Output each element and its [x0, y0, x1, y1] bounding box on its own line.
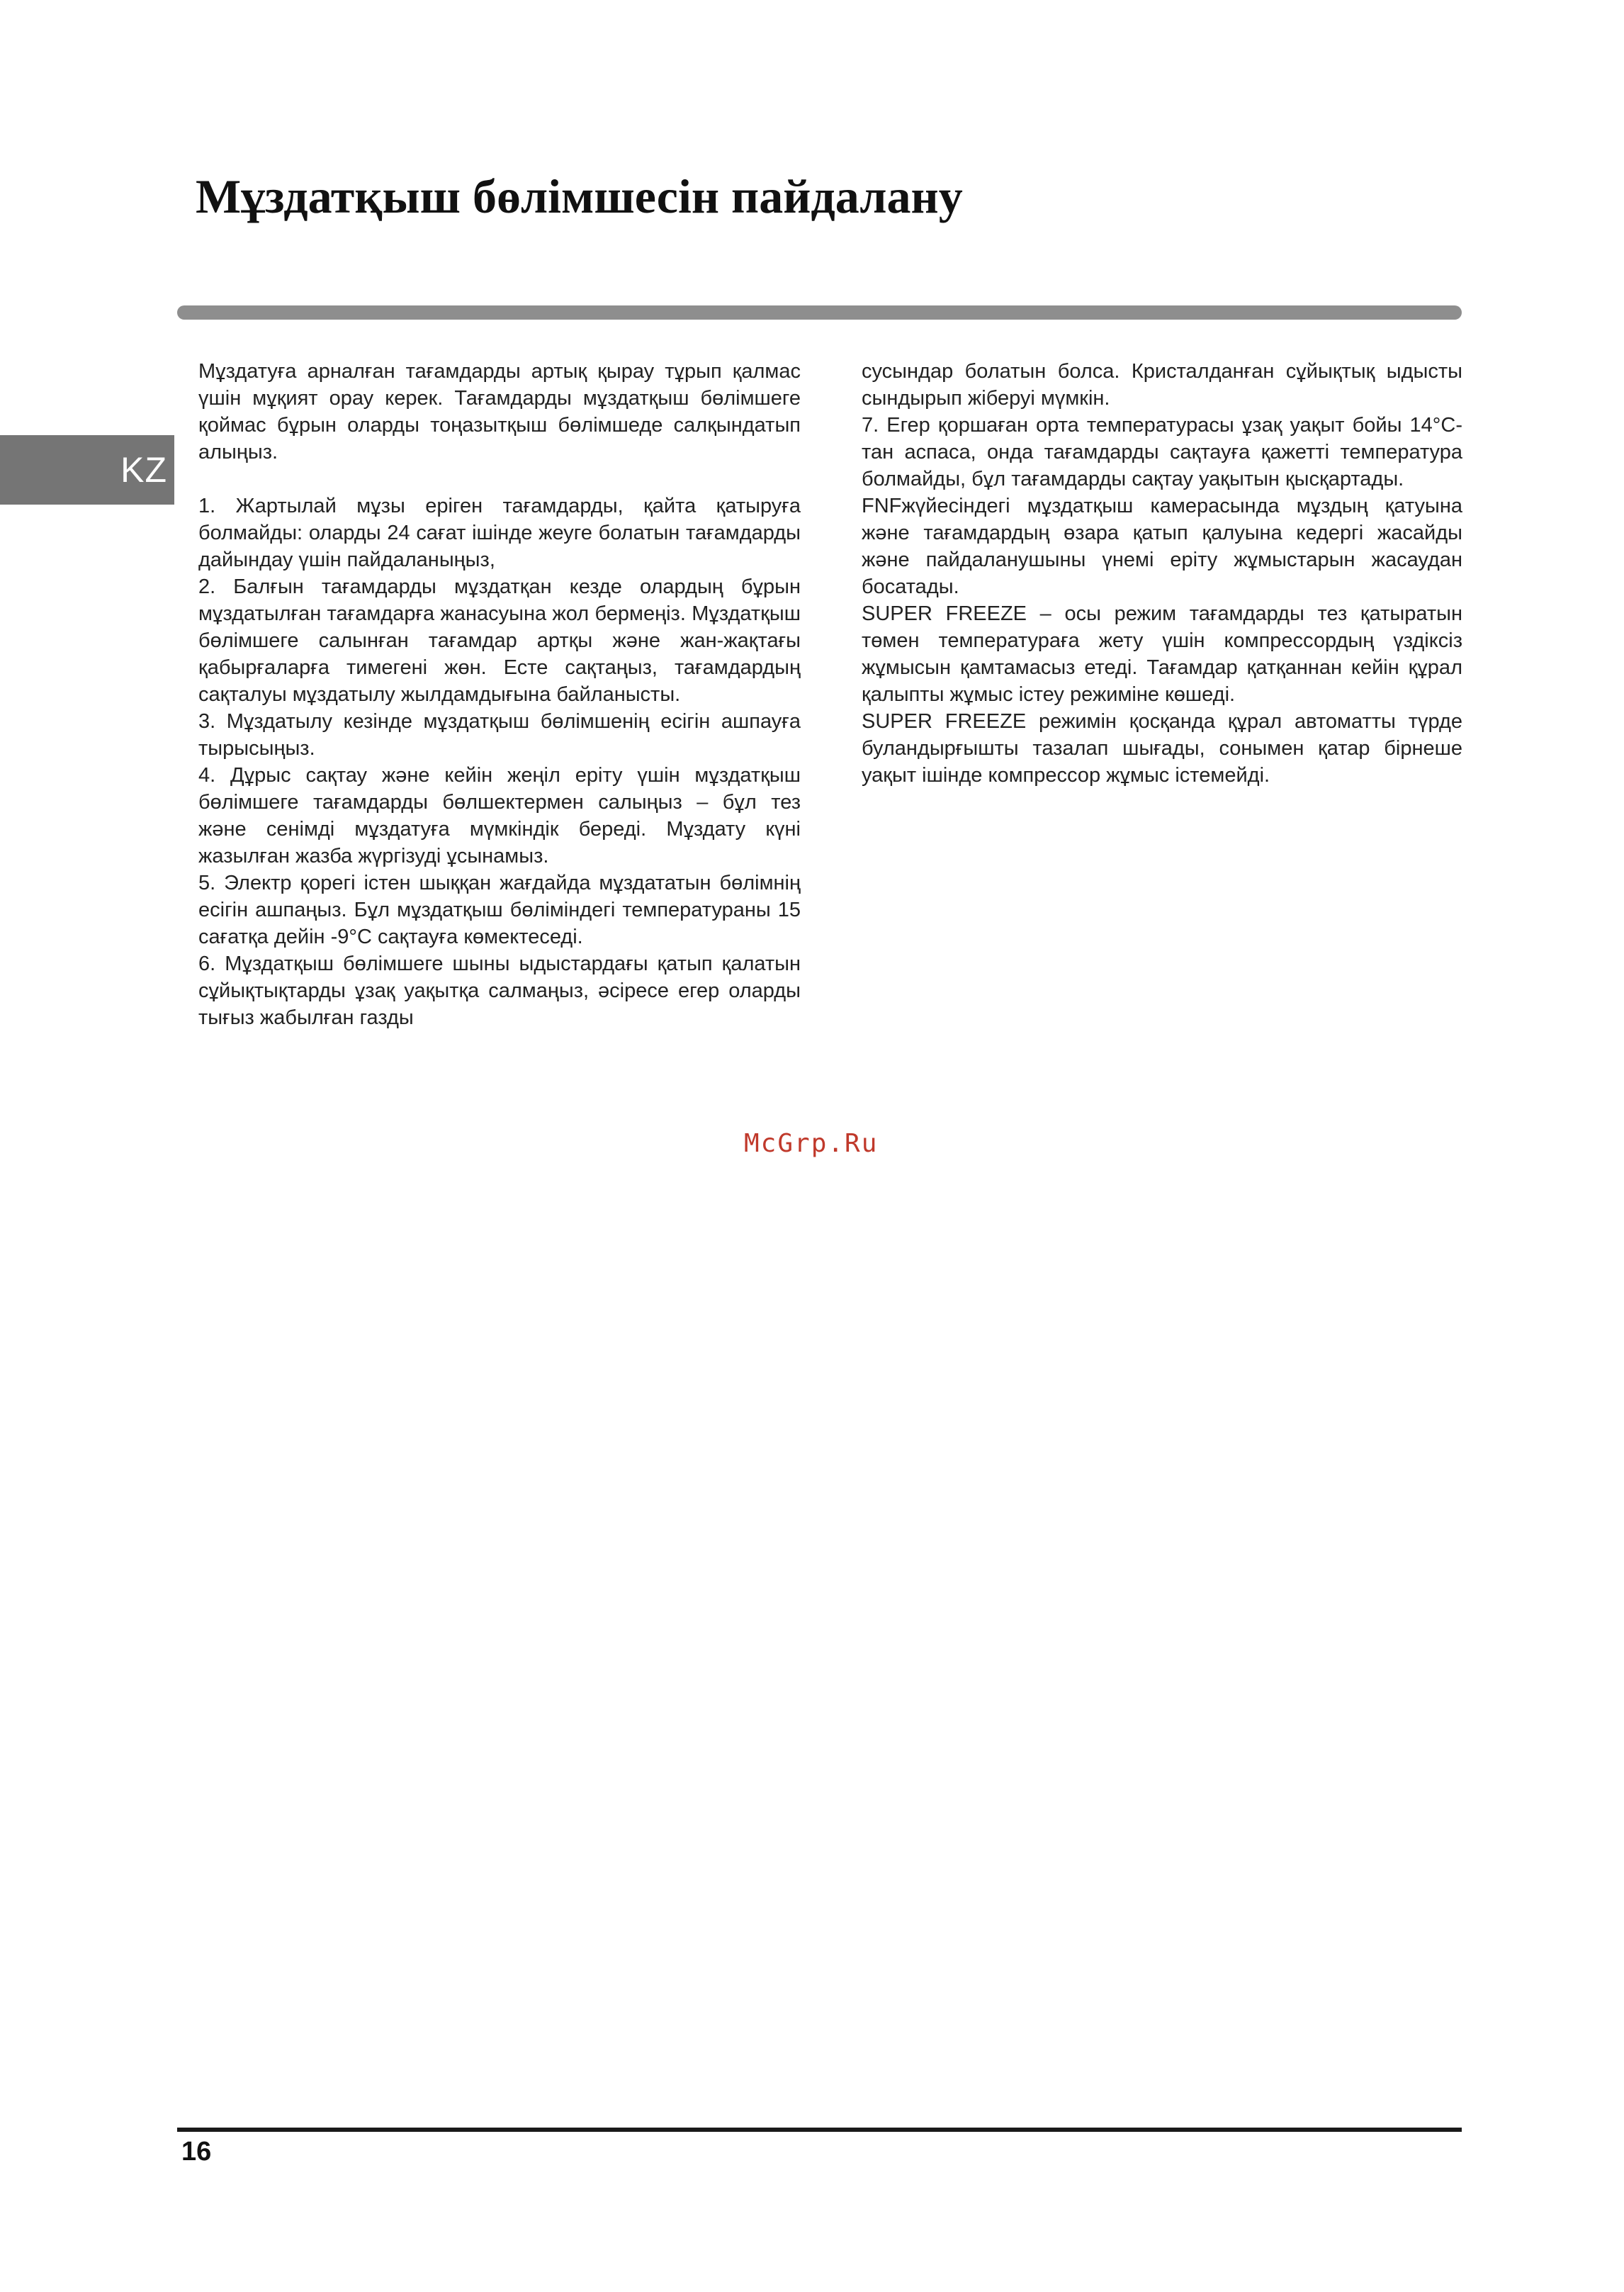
super-freeze-defrost-paragraph: SUPER FREEZE режимін қосқанда құрал автоматты түрде буландырғышты тазалап шығады, сонымен қатар бірнеше уақыт ішінде компрессор жұмыс істемейді. [862, 710, 1462, 787]
list-item-5: 5. Электр қорегі істен шыққан жағдайда мұздататын бөлімнің есігін ашпаңыз. Бұл мұздатқыш бөліміндегі температураны 15 сағатқа дейін -9°C сақтауға көмектеседі. [198, 872, 801, 948]
page-number: 16 [181, 2137, 212, 2167]
language-tab [0, 435, 174, 505]
list-item-6-continued: сусындар болатын болса. Кристалданған сұйықтық ыдысты сындырып жіберуі мүмкін. [862, 360, 1462, 410]
list-item-7: 7. Егер қоршаған орта температурасы ұзақ уақыт бойы 14°C-тан аспаса, онда тағамдарды сақтауға қажетті температура болмайды, бұл тағамдарды сақтау уақытын қысқартады. [862, 414, 1462, 490]
list-item-2: 2. Балғын тағамдарды мұздатқан кезде олардың бұрын мұздатылған тағамдарға жанасуына жол бермеңіз. Мұздатқыш бөлімшеге салынған тағамдар артқы және жан-жақтағы қабырғаларға тимегені жөн. Есте сақтаңыз, тағамдардың сақталуы мұздатылу жылдамдығына байланысты. [198, 575, 801, 706]
list-item-3: 3. Мұздатылу кезінде мұздатқыш бөлімшенің есігін ашпауға тырысыңыз. [198, 710, 801, 760]
list-item-1: 1. Жартылай мұзы еріген тағамдарды, қайта қатыруға болмайды: оларды 24 сағат ішінде жеуге болатын тағамдарды дайындау үшін пайдаланыңыз, [198, 495, 801, 571]
list-item-4: 4. Дұрыс сақтау және кейін жеңіл еріту үшін мұздатқыш бөлімшеге тағамдарды бөлшектермен салыңыз – бұл тез және сенімді мұздатуға мүмкіндік береді. Мұздату күні жазылған жазба жүргізуді ұсынамыз. [198, 764, 801, 867]
footer-divider [177, 2128, 1462, 2132]
left-column [198, 358, 801, 1031]
super-freeze-paragraph: SUPER FREEZE – осы режим тағамдарды тез қатыратын төмен температураға жету үшін компрессордың үздіксіз жұмысын қамтамасыз етеді. Тағамдар қатқаннан кейін құрал қалыпты жұмыс істеу режиміне көшеді. [862, 602, 1462, 706]
title-divider [177, 305, 1462, 320]
fnf-paragraph: FNFжүйесіндегі мұздатқыш камерасында мұздың қатуына және тағамдардың өзара қатып қалуына кедергі жасайды және пайдаланушыны үнемі еріту жұмыстарын жасаудан босатады. [862, 495, 1462, 598]
right-column [862, 358, 1462, 789]
language-tab-label: KZ [120, 450, 167, 490]
intro-paragraph: Мұздатуға арналған тағамдарды артық қырау тұрып қалмас үшін мұқият орау керек. Тағамдарды мұздатқыш бөлімшеге қоймас бұрын оларды тоңазытқыш бөлімшеде салқындатып алыңыз. [198, 360, 801, 464]
watermark: McGrp.Ru [744, 1129, 879, 1158]
page-title: Мұздатқыш бөлімшесін пайдалану [196, 169, 963, 223]
list-item-6: 6. Мұздатқыш бөлімшеге шыны ыдыстардағы қатып қалатын сұйықтықтарды ұзақ уақытқа салмаңыз, әсіресе егер оларды тығыз жабылған газды [198, 953, 801, 1029]
